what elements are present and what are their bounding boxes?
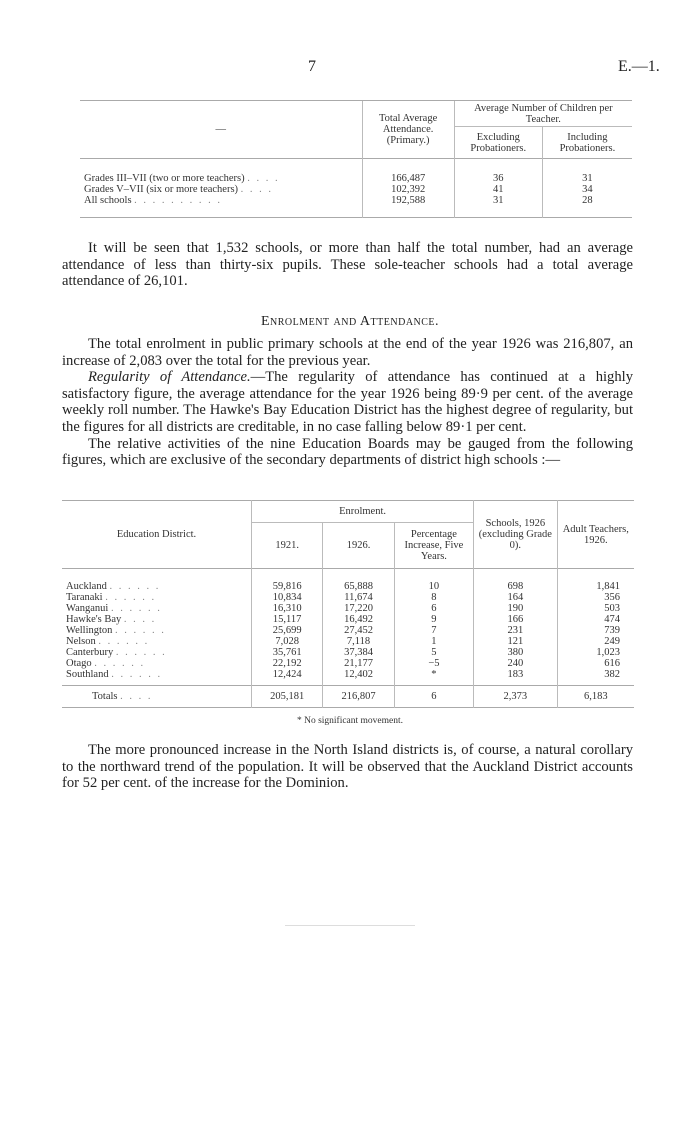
district-name: Taranaki (66, 591, 103, 603)
total-attendance: 192,588 (362, 195, 454, 206)
table-row (62, 614, 634, 625)
schools-count: 121 (474, 636, 557, 647)
enrolment-1926: 17,220 (323, 603, 394, 614)
paragraph-north-island (62, 742, 633, 792)
enrolment-1921: 59,816 (251, 581, 322, 592)
paragraph-text: The relative activities of the nine Education Boards may be gauged from the following figures, which are exclusive of the secondary departments of district high schools :— (62, 435, 633, 469)
district-name: Canterbury (66, 646, 114, 658)
schools-count: 380 (474, 647, 557, 658)
enrolment-1921: 16,310 (251, 603, 322, 614)
percentage-increase: 5 (394, 647, 473, 658)
district-name: Hawke's Bay (66, 613, 122, 625)
paragraph-text: —The regularity of attendance has continued at a highly satisfactory figure, the average attendance for the year 1926 being 89·9 per cent. of the average weekly roll number. The Hawke's Bay Education District has the highest degree of regularity, but the figures for all districts are creditable, in no case falling below 89·1 per cent. (62, 369, 634, 435)
percentage-increase: 10 (394, 581, 473, 592)
enrolment-1926: 27,452 (323, 625, 394, 636)
percentage-increase: 7 (394, 625, 473, 636)
leader-dots: . . . . . . (111, 668, 163, 680)
district-name: Wellington (66, 624, 113, 636)
schools-count: 698 (474, 581, 557, 592)
col-1926: 1926. (323, 523, 394, 569)
leader-dots: . . . . (240, 183, 274, 195)
schools-count: 164 (474, 592, 557, 603)
section-heading: Enrolment and Attendance. (260, 314, 440, 329)
adult-teachers: 249 (557, 636, 634, 647)
row-label: Grades V–VII (six or more teachers) (84, 183, 239, 195)
adult-teachers: 503 (557, 603, 634, 614)
enrolment-1926: 65,888 (323, 581, 394, 592)
paragraph-text: The more pronounced increase in the North Island districts is, of course, a natural corollary to the northward trend of the population. It will be observed that the Auckland District accounts for 52 per cent. of the increase for the Dominion. (62, 742, 633, 792)
education-district-table (62, 500, 634, 708)
col-adult-teachers: Adult Teachers, 1926. (557, 501, 634, 569)
total-pct: 6 (394, 686, 473, 708)
district-name: Auckland (66, 580, 107, 592)
percentage-increase: 8 (394, 592, 473, 603)
table-row (62, 581, 634, 592)
stub-header: — (80, 101, 362, 159)
col-percentage-increase: Percentage Increase, Five Years. (394, 523, 473, 569)
enrolment-1921: 25,699 (251, 625, 322, 636)
adult-teachers: 739 (557, 625, 634, 636)
total-attendance: 166,487 (362, 173, 454, 184)
paragraph-enrolment (62, 336, 633, 469)
excl-value: 36 (454, 173, 542, 184)
percentage-increase: −5 (394, 658, 473, 669)
adult-teachers: 356 (557, 592, 634, 603)
enrolment-1921: 12,424 (251, 669, 322, 680)
totals-row (62, 686, 634, 708)
adult-teachers: 474 (557, 614, 634, 625)
table-row (62, 669, 634, 680)
enrolment-1921: 7,028 (251, 636, 322, 647)
total-1926: 216,807 (323, 686, 394, 708)
enrolment-1921: 22,192 (251, 658, 322, 669)
row-label: All schools (84, 194, 132, 206)
leader-dots: . . . . . . (105, 591, 157, 603)
table-row (62, 658, 634, 669)
percentage-increase: * (394, 669, 473, 680)
attendance-per-teacher-table (80, 100, 632, 218)
leader-dots: . . . . . . (98, 635, 150, 647)
adult-teachers: 1,841 (557, 581, 634, 592)
enrolment-1926: 16,492 (323, 614, 394, 625)
district-name: Nelson (66, 635, 96, 647)
excl-value: 31 (454, 195, 542, 206)
table-row (62, 592, 634, 603)
schools-count: 231 (474, 625, 557, 636)
totals-label: Totals (92, 691, 118, 702)
col-total-attendance: Total Average Attendance. (Primary.) (362, 101, 454, 159)
schools-count: 183 (474, 669, 557, 680)
leader-dots: . . . . . . . . . . (134, 194, 223, 206)
enrolment-1926: 7,118 (323, 636, 394, 647)
table-row (80, 173, 632, 184)
enrolment-1921: 15,117 (251, 614, 322, 625)
decorative-divider (285, 925, 415, 926)
incl-value: 31 (542, 173, 632, 184)
adult-teachers: 1,023 (557, 647, 634, 658)
percentage-increase: 9 (394, 614, 473, 625)
enrolment-1921: 35,761 (251, 647, 322, 658)
table-row (62, 603, 634, 614)
total-schools: 2,373 (474, 686, 557, 708)
table-row (80, 184, 632, 195)
district-name: Otago (66, 657, 92, 669)
total-attendance: 102,392 (362, 184, 454, 195)
leader-dots: . . . . (247, 172, 280, 184)
incl-value: 34 (542, 184, 632, 195)
enrolment-1926: 12,402 (323, 669, 394, 680)
row-label: Grades III–VII (two or more teachers) (84, 172, 245, 184)
leader-dots: . . . . . . (115, 624, 166, 636)
schools-count: 190 (474, 603, 557, 614)
paragraph-text: The total enrolment in public primary schools at the end of the year 1926 was 216,807, an increase of 2,083 over the total for the previous year. (62, 336, 633, 369)
schools-count: 166 (474, 614, 557, 625)
table-row (80, 195, 632, 206)
enrolment-1926: 21,177 (323, 658, 394, 669)
table-row (62, 647, 634, 658)
percentage-increase: 6 (394, 603, 473, 614)
enrolment-1926: 37,384 (323, 647, 394, 658)
col-group-enrolment: Enrolment. (251, 501, 473, 523)
total-1921: 205,181 (251, 686, 322, 708)
col-schools-1926: Schools, 1926 (excluding Grade 0). (474, 501, 557, 569)
schools-count: 240 (474, 658, 557, 669)
district-name: Wanganui (66, 602, 109, 614)
table-row (62, 636, 634, 647)
col-including-probationers: Including Probationers. (542, 127, 632, 159)
paragraph-title: Regularity of Attendance. (88, 369, 251, 386)
incl-value: 28 (542, 195, 632, 206)
enrolment-1921: 10,834 (251, 592, 322, 603)
col-education-district: Education District. (116, 529, 197, 540)
leader-dots: . . . . (123, 613, 157, 625)
col-group-avg-children: Average Number of Children per Teacher. (454, 101, 632, 127)
total-teachers: 6,183 (557, 686, 634, 708)
paragraph-text: It will be seen that 1,532 schools, or more than half the total number, had an average attendance of less than thirty-six pupils. These sole-teacher schools had a total average attendance of 26,101. (62, 240, 633, 290)
footnote: * No significant movement. (296, 716, 404, 726)
percentage-increase: 1 (394, 636, 473, 647)
leader-dots: . . . . . . (110, 602, 162, 614)
excl-value: 41 (454, 184, 542, 195)
paragraph-sole-teacher (62, 240, 633, 290)
district-name: Southland (66, 668, 109, 680)
table-row (62, 625, 634, 636)
leader-dots: . . . . . . (94, 657, 146, 669)
col-1921: 1921. (251, 523, 322, 569)
paragraph-regularity (62, 369, 633, 435)
page-number: 7 (308, 58, 316, 75)
document-reference: E.—1. (618, 58, 660, 75)
leader-dots: . . . . . . (109, 580, 161, 592)
leader-dots: . . . . . . (115, 646, 167, 658)
adult-teachers: 616 (557, 658, 634, 669)
adult-teachers: 382 (557, 669, 634, 680)
enrolment-1926: 11,674 (323, 592, 394, 603)
leader-dots: . . . . (120, 691, 153, 702)
col-excluding-probationers: Excluding Probationers. (454, 127, 542, 159)
